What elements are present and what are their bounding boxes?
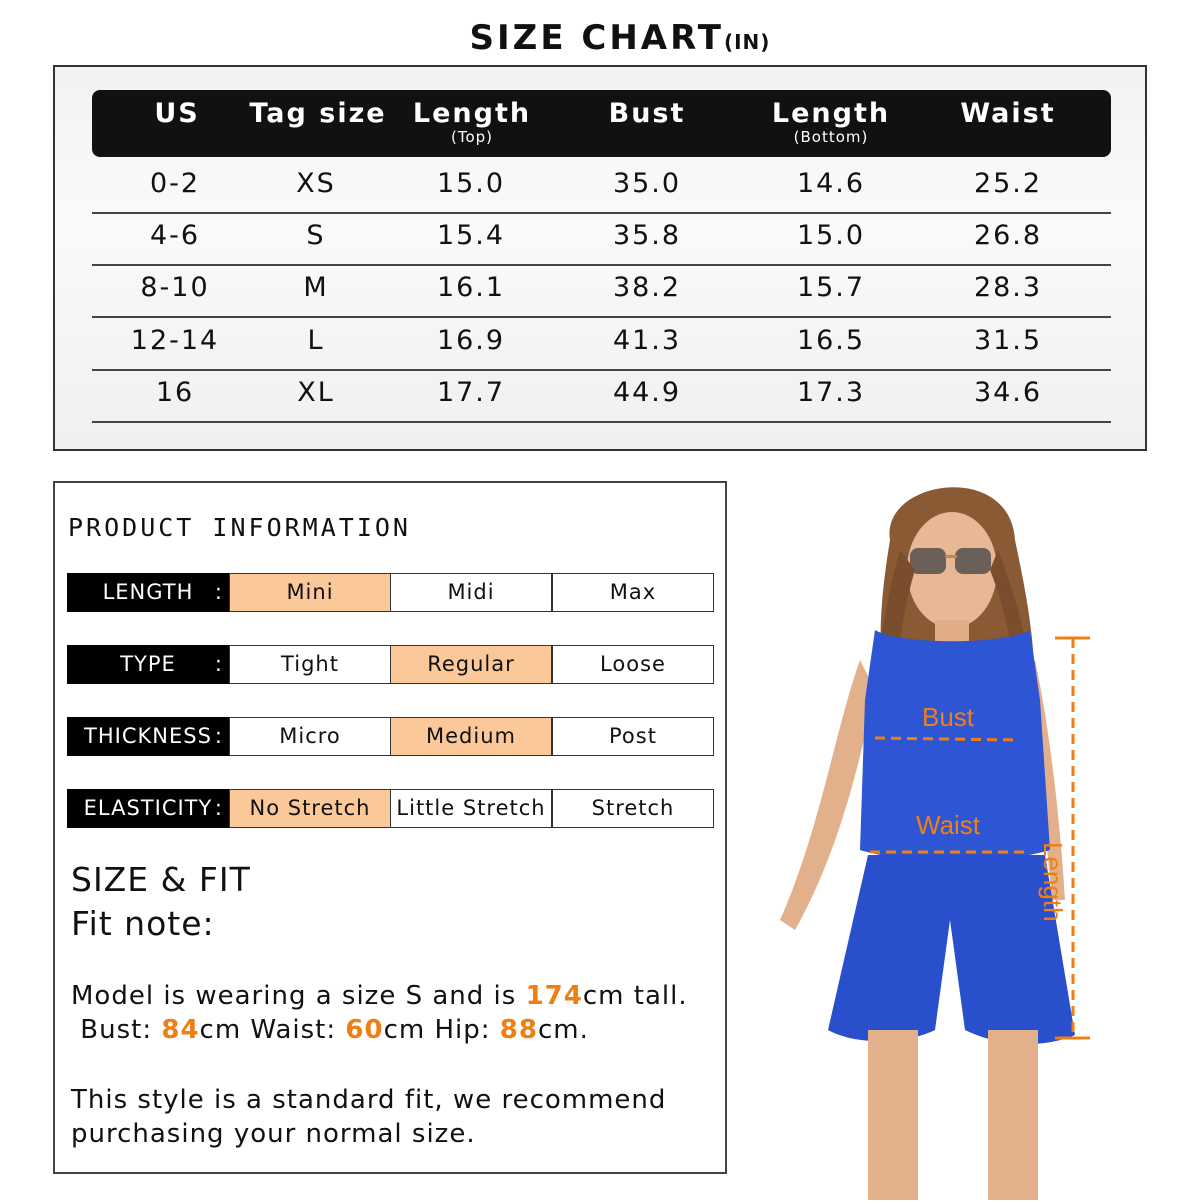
size-chart-table: [53, 65, 1147, 451]
cell-tag: XL: [297, 377, 335, 408]
product-info-title: PRODUCT INFORMATION: [68, 513, 411, 542]
cell-tag: L: [307, 325, 325, 356]
attr-label: TYPE :: [67, 645, 229, 684]
cell-us: 8-10: [140, 272, 210, 303]
cell-length-bottom: 15.0: [796, 220, 866, 251]
cell-tag: XS: [296, 168, 336, 199]
header-tag-size: Tag size: [249, 98, 387, 129]
cell-bust: 38.2: [612, 272, 682, 303]
size-chart-title: [0, 18, 1200, 58]
option-no-stretch: No Stretch: [229, 789, 391, 828]
cell-tag: S: [306, 220, 326, 251]
fit-note-label: Fit note:: [71, 904, 215, 943]
option-micro: Micro: [229, 717, 391, 756]
cell-us: 12-14: [130, 325, 220, 356]
model-measurements: Model is wearing a size S and is 174cm tall. Bust: 84cm Waist: 60cm Hip: 88cm.: [71, 981, 688, 1045]
table-row: [92, 317, 1111, 371]
option-regular: Regular: [390, 645, 552, 684]
attr-label: LENGTH :: [67, 573, 229, 612]
title-main: SIZE CHART: [469, 18, 724, 58]
cell-waist: 26.8: [973, 220, 1043, 251]
attr-label: ELASTICITY :: [67, 789, 229, 828]
title-unit: (IN): [723, 30, 771, 54]
cell-us: 0-2: [149, 168, 201, 199]
cell-length-top: 15.0: [436, 168, 506, 199]
cell-length-top: 17.7: [436, 377, 506, 408]
size-fit-heading: [71, 858, 251, 946]
attr-row-type: [67, 645, 715, 684]
model-waist: 60: [345, 1015, 384, 1045]
table-row: [92, 264, 1111, 318]
model-photo: [740, 470, 1200, 1200]
option-mini: Mini: [229, 573, 391, 612]
attr-label: THICKNESS :: [67, 717, 229, 756]
header-waist: Waist: [960, 98, 1056, 129]
cell-length-bottom: 15.7: [796, 272, 866, 303]
table-header: [92, 90, 1111, 157]
model-hip: 88: [499, 1015, 538, 1045]
waist-label: Waist: [916, 810, 981, 840]
option-post: Post: [552, 717, 714, 756]
cell-length-bottom: 17.3: [796, 377, 866, 408]
table-row: [92, 369, 1111, 423]
cell-length-top: 15.4: [436, 220, 506, 251]
header-length-bottom: Length (Bottom): [771, 98, 891, 146]
cell-waist: 34.6: [973, 377, 1043, 408]
fit-recommendation: This style is a standard fit, we recommend purchasing your normal size.: [71, 1085, 667, 1149]
cell-waist: 25.2: [973, 168, 1043, 199]
product-info-panel: [53, 481, 727, 1174]
model-height: 174: [525, 981, 583, 1011]
attr-row-elasticity: [67, 789, 715, 828]
bust-label: Bust: [922, 702, 975, 732]
attr-row-thickness: [67, 717, 715, 756]
size-fit-title: SIZE & FIT: [71, 860, 251, 899]
attr-row-length: [67, 573, 715, 612]
cell-bust: 35.8: [612, 220, 682, 251]
model-bust: 84: [161, 1015, 200, 1045]
cell-bust: 44.9: [612, 377, 682, 408]
option-midi: Midi: [390, 573, 552, 612]
cell-us: 16: [155, 377, 195, 408]
option-max: Max: [552, 573, 714, 612]
header-length-top: Length (Top): [412, 98, 532, 146]
cell-length-top: 16.9: [436, 325, 506, 356]
cell-waist: 28.3: [973, 272, 1043, 303]
header-bust: Bust: [608, 98, 686, 129]
option-medium: Medium: [390, 717, 552, 756]
cell-bust: 41.3: [612, 325, 682, 356]
option-little-stretch: Little Stretch: [390, 789, 552, 828]
sunglasses-icon: [910, 548, 946, 574]
cell-length-bottom: 14.6: [796, 168, 866, 199]
cell-tag: M: [303, 272, 329, 303]
cell-length-top: 16.1: [436, 272, 506, 303]
option-loose: Loose: [552, 645, 714, 684]
cell-waist: 31.5: [973, 325, 1043, 356]
bust-measure-line: [875, 738, 1018, 740]
option-tight: Tight: [229, 645, 391, 684]
cell-us: 4-6: [149, 220, 201, 251]
option-stretch: Stretch: [552, 789, 714, 828]
length-label: Length: [1038, 842, 1068, 922]
table-row: [92, 160, 1111, 214]
header-us: US: [154, 98, 200, 129]
cell-length-bottom: 16.5: [796, 325, 866, 356]
table-row: [92, 212, 1111, 266]
cell-bust: 35.0: [612, 168, 682, 199]
